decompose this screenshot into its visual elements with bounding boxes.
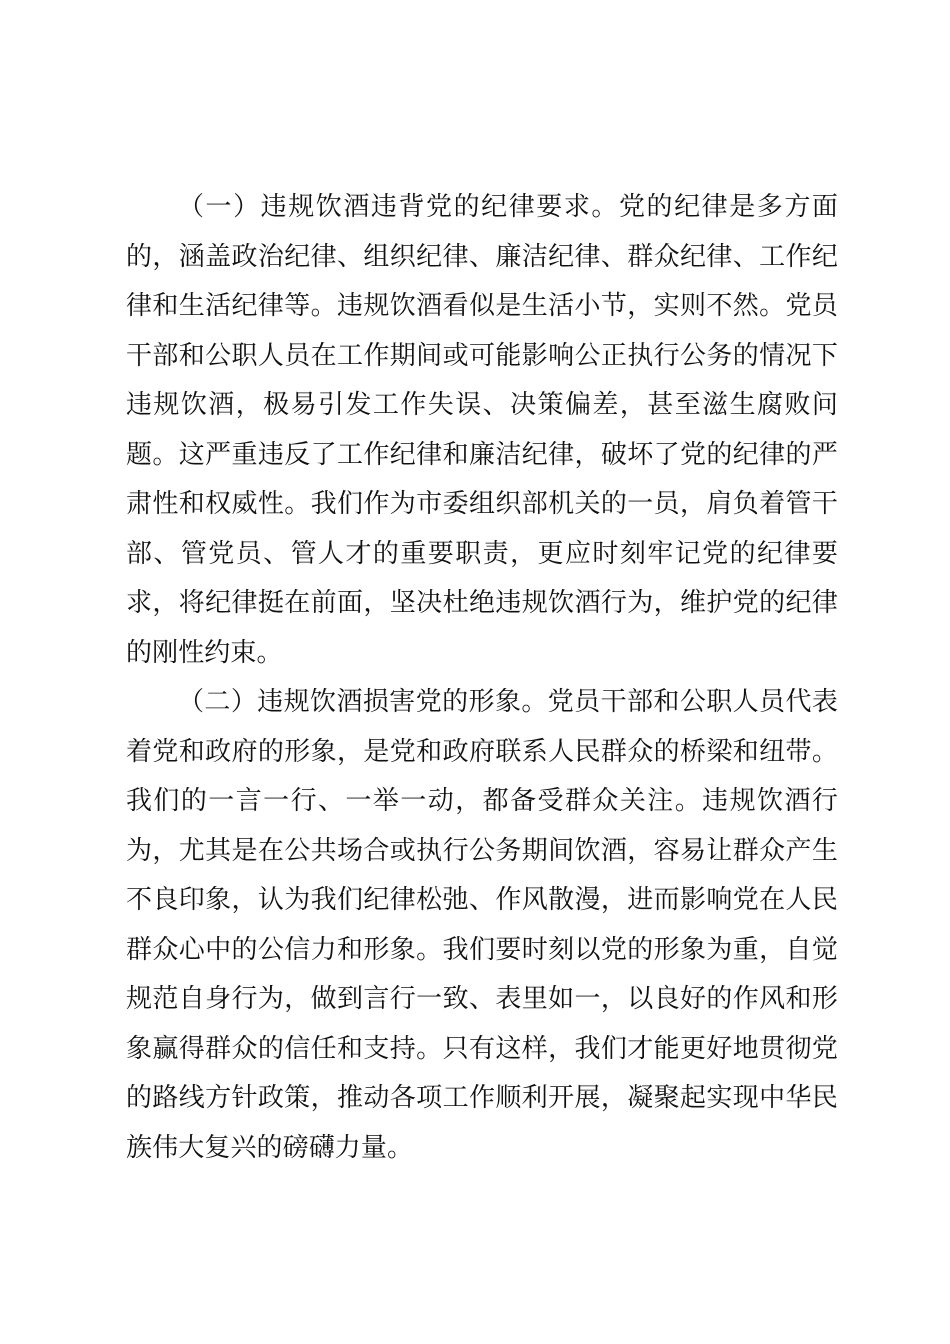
document-body (126, 183, 838, 1173)
paragraph-image: （二）违规饮酒损害党的形象。党员干部和公职人员代表着党和政府的形象，是党和政府联系人民群众的桥梁和纽带。我们的一言一行、一举一动，都备受群众关注。违规饮酒行为，尤其是在公共场合或执行公务期间饮酒，容易让群众产生不良印象，认为我们纪律松弛、作风散漫，进而影响党在人民群众心中的公信力和形象。我们要时刻以党的形象为重，自觉规范自身行为，做到言行一致、表里如一，以良好的作风和形象赢得群众的信任和支持。只有这样，我们才能更好地贯彻党的路线方针政策，推动各项工作顺利开展，凝聚起实现中华民族伟大复兴的磅礴力量。 (126, 687, 838, 1163)
paragraph-discipline: （一）违规饮酒违背党的纪律要求。党的纪律是多方面的，涵盖政治纪律、组织纪律、廉洁纪律、群众纪律、工作纪律和生活纪律等。违规饮酒看似是生活小节，实则不然。党员干部和公职人员在工作期间或可能影响公正执行公务的情况下违规饮酒，极易引发工作失误、决策偏差，甚至滋生腐败问题。这严重违反了工作纪律和廉洁纪律，破坏了党的纪律的严肃性和权威性。我们作为市委组织部机关的一员，肩负着管干部、管党员、管人才的重要职责，更应时刻牢记党的纪律要求，将纪律挺在前面，坚决杜绝违规饮酒行为，维护党的纪律的刚性约束。 (126, 192, 838, 668)
